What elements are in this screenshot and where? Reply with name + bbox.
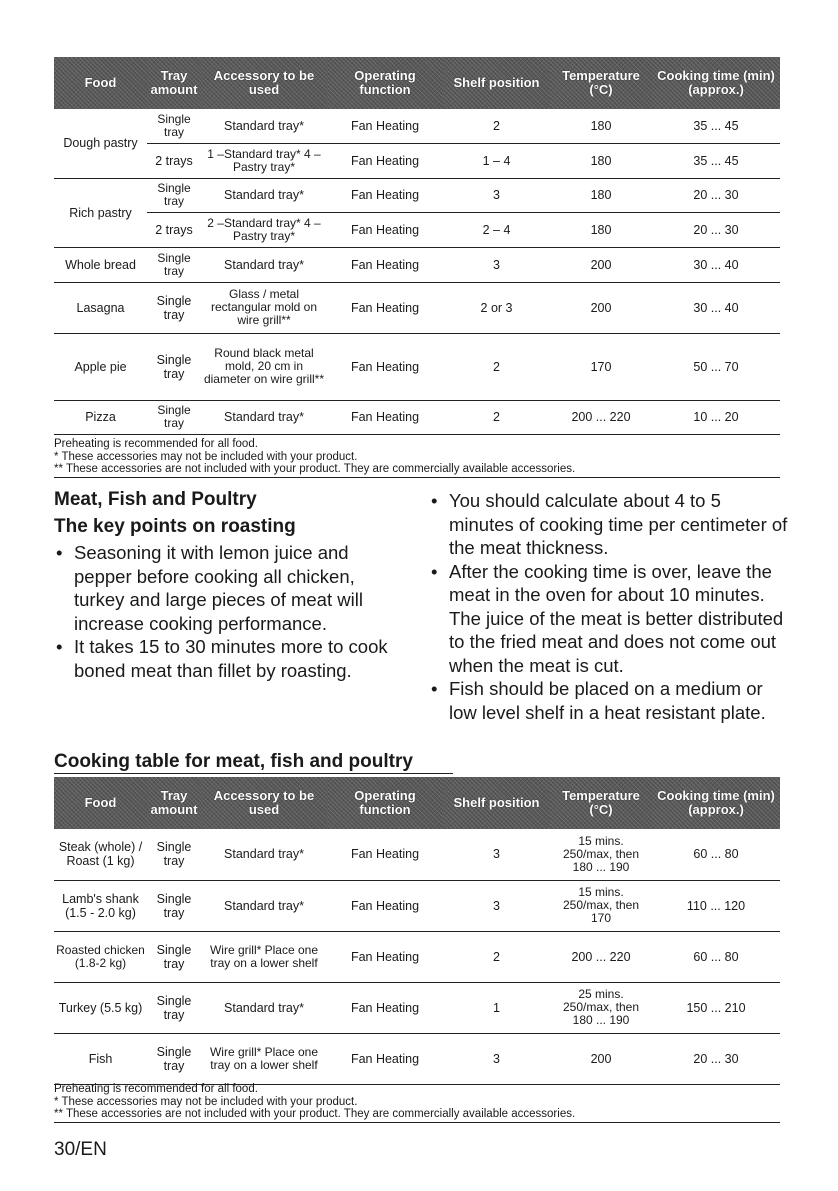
time-cell: 50 ... 70	[652, 333, 780, 400]
header-accessory: Accessory to be used	[201, 57, 327, 109]
cooking-table-title: Cooking table for meat, fish and poultry	[54, 751, 453, 774]
temperature-cell: 180	[550, 178, 652, 212]
temperature-cell: 200	[550, 282, 652, 333]
table-row	[54, 178, 780, 212]
accessory-cell: Wire grill* Place one tray on a lower shelf	[201, 1033, 327, 1084]
table-footnotes	[54, 1083, 780, 1123]
table-row	[54, 931, 780, 982]
table-row	[54, 982, 780, 1033]
time-cell: 30 ... 40	[652, 282, 780, 333]
food-cell: Steak (whole) / Roast (1 kg)	[54, 829, 147, 880]
table-header-row	[54, 777, 780, 829]
shelf-cell: 3	[443, 1033, 550, 1084]
shelf-cell: 2	[443, 931, 550, 982]
accessory-cell: Standard tray*	[201, 178, 327, 212]
food-cell: Whole bread	[54, 247, 147, 282]
table-footnotes	[54, 438, 780, 478]
time-cell: 10 ... 20	[652, 400, 780, 434]
tray-cell: Single tray	[147, 109, 201, 143]
function-cell: Fan Heating	[327, 982, 443, 1033]
food-cell: Pizza	[54, 400, 147, 434]
tray-cell: Single tray	[147, 400, 201, 434]
right-bullet-list	[429, 489, 789, 724]
header-temperature: Temperature (°C)	[550, 777, 652, 829]
bullet-item: • Seasoning it with lemon juice and pepper before cooking all chicken, turkey and large pieces of meat will increase cooking performance.	[54, 541, 404, 635]
temperature-cell: 180	[550, 109, 652, 143]
header-tray-amount: Tray amount	[147, 57, 201, 109]
footnote: * These accessories may not be included with your product.	[54, 450, 358, 463]
time-cell: 20 ... 30	[652, 178, 780, 212]
shelf-cell: 2 or 3	[443, 282, 550, 333]
food-cell: Fish	[54, 1033, 147, 1084]
tray-cell: Single tray	[147, 282, 201, 333]
tray-cell: Single tray	[147, 880, 201, 931]
time-cell: 30 ... 40	[652, 247, 780, 282]
function-cell: Fan Heating	[327, 212, 443, 247]
temperature-cell: 200 ... 220	[550, 400, 652, 434]
shelf-cell: 2	[443, 109, 550, 143]
food-cell: Dough pastry	[54, 109, 147, 178]
page-number: 30/EN	[54, 1139, 107, 1160]
temperature-cell: 200	[550, 247, 652, 282]
shelf-cell: 2 – 4	[443, 212, 550, 247]
time-cell: 35 ... 45	[652, 109, 780, 143]
function-cell: Fan Heating	[327, 109, 443, 143]
table-row	[54, 829, 780, 880]
tray-cell: Single tray	[147, 178, 201, 212]
tray-cell: Single tray	[147, 333, 201, 400]
food-cell: Turkey (5.5 kg)	[54, 982, 147, 1033]
table-row	[54, 1033, 780, 1084]
bullet-item: • After the cooking time is over, leave the meat in the oven for about 10 minutes. The juice of the meat is better distributed to the fried meat and does not come out when the meat is cut.	[429, 560, 789, 678]
table-header-row	[54, 57, 780, 109]
temperature-cell: 200 ... 220	[550, 931, 652, 982]
time-cell: 35 ... 45	[652, 143, 780, 178]
table-row	[54, 400, 780, 434]
shelf-cell: 2	[443, 333, 550, 400]
table-row	[54, 282, 780, 333]
function-cell: Fan Heating	[327, 1033, 443, 1084]
shelf-cell: 1	[443, 982, 550, 1033]
function-cell: Fan Heating	[327, 829, 443, 880]
function-cell: Fan Heating	[327, 931, 443, 982]
time-cell: 60 ... 80	[652, 931, 780, 982]
tray-cell: Single tray	[147, 931, 201, 982]
food-cell: Roasted chicken (1.8-2 kg)	[54, 931, 147, 982]
temperature-cell: 15 mins. 250/max, then 180 ... 190	[550, 829, 652, 880]
header-cooking-time: Cooking time (min) (approx.)	[652, 57, 780, 109]
accessory-cell: Standard tray*	[201, 109, 327, 143]
accessory-cell: Standard tray*	[201, 247, 327, 282]
function-cell: Fan Heating	[327, 333, 443, 400]
food-cell: Apple pie	[54, 333, 147, 400]
accessory-cell: Standard tray*	[201, 982, 327, 1033]
accessory-cell: Standard tray*	[201, 880, 327, 931]
header-shelf-position: Shelf position	[443, 777, 550, 829]
shelf-cell: 3	[443, 880, 550, 931]
table-row	[54, 333, 780, 400]
temperature-cell: 25 mins. 250/max, then 180 ... 190	[550, 982, 652, 1033]
accessory-cell: 1 –Standard tray* 4 –Pastry tray*	[201, 143, 327, 178]
bullet-item: • Fish should be placed on a medium or low level shelf in a heat resistant plate.	[429, 677, 789, 724]
temperature-cell: 170	[550, 333, 652, 400]
left-bullet-list	[54, 541, 404, 682]
footnote: ** These accessories are not included with your product. They are commercially available accessories.	[54, 463, 780, 478]
header-shelf-position: Shelf position	[443, 57, 550, 109]
function-cell: Fan Heating	[327, 400, 443, 434]
table-row	[54, 143, 780, 178]
time-cell: 60 ... 80	[652, 829, 780, 880]
food-cell: Rich pastry	[54, 178, 147, 247]
food-cell: Lasagna	[54, 282, 147, 333]
accessory-cell: Standard tray*	[201, 400, 327, 434]
accessory-cell: Glass / metal rectangular mold on wire grill**	[201, 282, 327, 333]
footnote: * These accessories may not be included with your product.	[54, 1095, 358, 1108]
tray-cell: 2 trays	[147, 143, 201, 178]
function-cell: Fan Heating	[327, 143, 443, 178]
accessory-cell: Round black metal mold, 20 cm in diameter on wire grill**	[201, 333, 327, 400]
section-title: Meat, Fish and Poultry	[54, 489, 257, 510]
footnote: Preheating is recommended for all food.	[54, 438, 258, 450]
header-temperature: Temperature (°C)	[550, 57, 652, 109]
time-cell: 20 ... 30	[652, 212, 780, 247]
function-cell: Fan Heating	[327, 880, 443, 931]
header-food: Food	[54, 57, 147, 109]
footnote: Preheating is recommended for all food.	[54, 1083, 258, 1095]
header-tray-amount: Tray amount	[147, 777, 201, 829]
header-accessory: Accessory to be used	[201, 777, 327, 829]
tray-cell: 2 trays	[147, 212, 201, 247]
temperature-cell: 180	[550, 212, 652, 247]
table-row	[54, 212, 780, 247]
function-cell: Fan Heating	[327, 178, 443, 212]
meat-cooking-table	[54, 777, 780, 1085]
accessory-cell: 2 –Standard tray* 4 –Pastry tray*	[201, 212, 327, 247]
footnote: ** These accessories are not included with your product. They are commercially available accessories.	[54, 1108, 780, 1123]
function-cell: Fan Heating	[327, 282, 443, 333]
function-cell: Fan Heating	[327, 247, 443, 282]
accessory-cell: Standard tray*	[201, 829, 327, 880]
time-cell: 150 ... 210	[652, 982, 780, 1033]
tray-cell: Single tray	[147, 982, 201, 1033]
tray-cell: Single tray	[147, 247, 201, 282]
tray-cell: Single tray	[147, 829, 201, 880]
shelf-cell: 3	[443, 178, 550, 212]
accessory-cell: Wire grill* Place one tray on a lower shelf	[201, 931, 327, 982]
shelf-cell: 3	[443, 247, 550, 282]
section-subtitle: The key points on roasting	[54, 516, 296, 537]
temperature-cell: 200	[550, 1033, 652, 1084]
baking-table	[54, 57, 780, 435]
header-cooking-time: Cooking time (min) (approx.)	[652, 777, 780, 829]
shelf-cell: 3	[443, 829, 550, 880]
tray-cell: Single tray	[147, 1033, 201, 1084]
table-row	[54, 880, 780, 931]
shelf-cell: 2	[443, 400, 550, 434]
temperature-cell: 15 mins. 250/max, then 170	[550, 880, 652, 931]
time-cell: 110 ... 120	[652, 880, 780, 931]
header-operating-function: Operating function	[327, 777, 443, 829]
table-row	[54, 247, 780, 282]
temperature-cell: 180	[550, 143, 652, 178]
header-operating-function: Operating function	[327, 57, 443, 109]
shelf-cell: 1 – 4	[443, 143, 550, 178]
header-food: Food	[54, 777, 147, 829]
bullet-item: • It takes 15 to 30 minutes more to cook boned meat than fillet by roasting.	[54, 635, 404, 682]
bullet-item: • You should calculate about 4 to 5 minutes of cooking time per centimeter of the meat thickness.	[429, 489, 789, 560]
time-cell: 20 ... 30	[652, 1033, 780, 1084]
table-row	[54, 109, 780, 143]
food-cell: Lamb's shank (1.5 - 2.0 kg)	[54, 880, 147, 931]
